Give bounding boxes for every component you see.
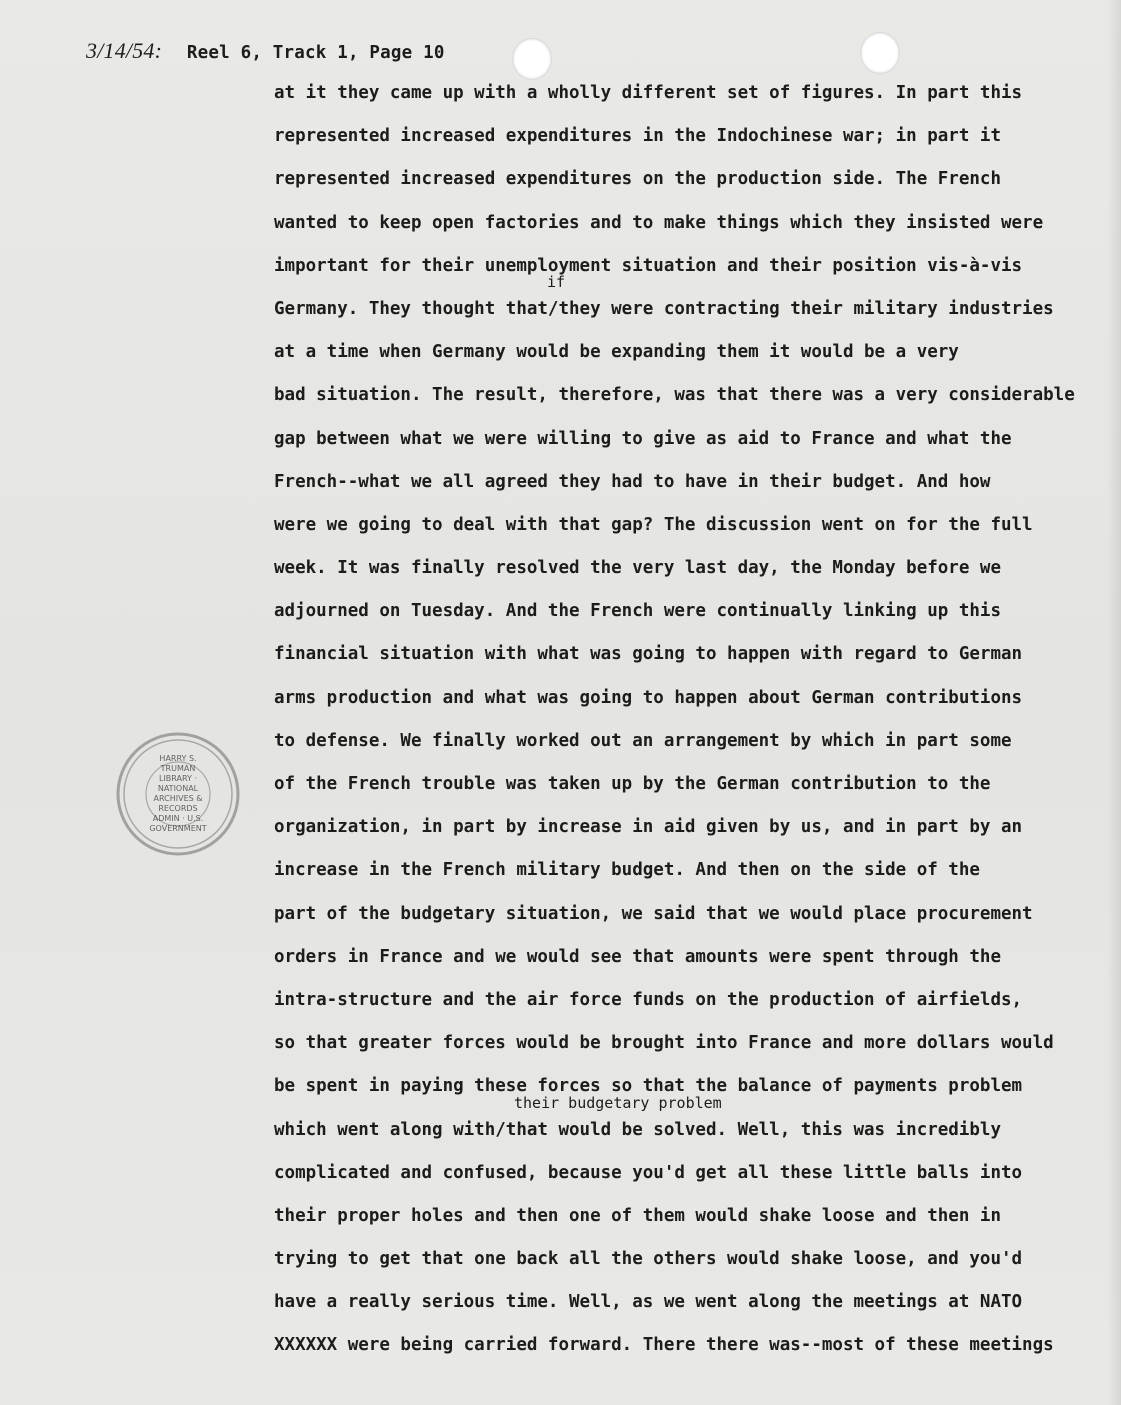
text-line: part of the budgetary situation, we said that we would place procurement (274, 903, 1033, 924)
text-line: so that greater forces would be brought into France and more dollars would (274, 1033, 1054, 1054)
handwritten-insert-if: if (547, 272, 566, 291)
text-line: represented increased expenditures on the production side. The French (274, 169, 1001, 190)
text-line: if Germany. They thought that/they were contracting their military industries (274, 272, 1054, 319)
transcript-body (274, 74, 1104, 1370)
text-line: bad situation. The result, therefore, was that there was a very considerable (274, 385, 1075, 406)
text-line: organization, in part by increase in aid given by us, and in part by an (274, 817, 1023, 838)
text-line: to defense. We finally worked out an arrangement by which in part some (274, 730, 1012, 751)
text-line: have a really serious time. Well, as we went along the meetings at NATO (274, 1292, 1023, 1313)
text-line: gap between what we were willing to give as aid to France and what the (274, 428, 1012, 449)
text-line: represented increased expenditures in the Indochinese war; in part it (274, 126, 1001, 147)
text-line: intra-structure and the air force funds on the production of airfields, (274, 989, 1023, 1010)
punch-hole-right (860, 32, 900, 74)
text-line: trying to get that one back all the others would shake loose, and you'd (274, 1249, 1023, 1270)
text-line: XXXXXX were being carried forward. There there was--most of these meetings (274, 1335, 1054, 1356)
text-line: complicated and confused, because you'd get all these little balls into (274, 1162, 1023, 1183)
handwritten-insert-budgetary: their budgetary problem (514, 1093, 722, 1112)
archive-stamp (112, 728, 244, 860)
text-line: important for their unemployment situation and their position vis-à-vis (274, 255, 1023, 276)
stamp-label: HARRY S. TRUMAN LIBRARY · NATIONAL ARCHIVES & RECORDS ADMIN · U.S. GOVERNMENT (149, 754, 207, 833)
text-line: financial situation with what was going to happen with regard to German (274, 644, 1023, 665)
page-edge-shadow (1107, 0, 1121, 1405)
header-reel-info: Reel 6, Track 1, Page 10 (186, 43, 445, 63)
header-date: 3/14/54: (86, 38, 163, 63)
text-line: adjourned on Tuesday. And the French were continually linking up this (274, 601, 1001, 622)
page-header (86, 38, 445, 64)
text-line: were we going to deal with that gap? The discussion went on for the full (274, 514, 1033, 535)
text-line: wanted to keep open factories and to make things which they insisted were (274, 212, 1044, 233)
text-line: their budgetary problem which went along with/that would be solved. Well, this was incredibly (274, 1093, 1001, 1140)
text-line: orders in France and we would see that amounts were spent through the (274, 946, 1001, 967)
text-line: at it they came up with a wholly different set of figures. In part this (274, 83, 1023, 103)
text-line: arms production and what was going to happen about German contributions (274, 687, 1023, 708)
text-line: French--what we all agreed they had to have in their budget. And how (274, 471, 991, 492)
text-line: at a time when Germany would be expanding them it would be a very (274, 342, 959, 363)
text-line: their proper holes and then one of them would shake loose and then in (274, 1205, 1001, 1226)
text-line: be spent in paying these forces so that the balance of payments problem (274, 1076, 1023, 1097)
text-line: increase in the French military budget. And then on the side of the (274, 860, 980, 881)
text-line: of the French trouble was taken up by the German contribution to the (274, 774, 991, 794)
text-line: week. It was finally resolved the very last day, the Monday before we (274, 558, 1001, 579)
